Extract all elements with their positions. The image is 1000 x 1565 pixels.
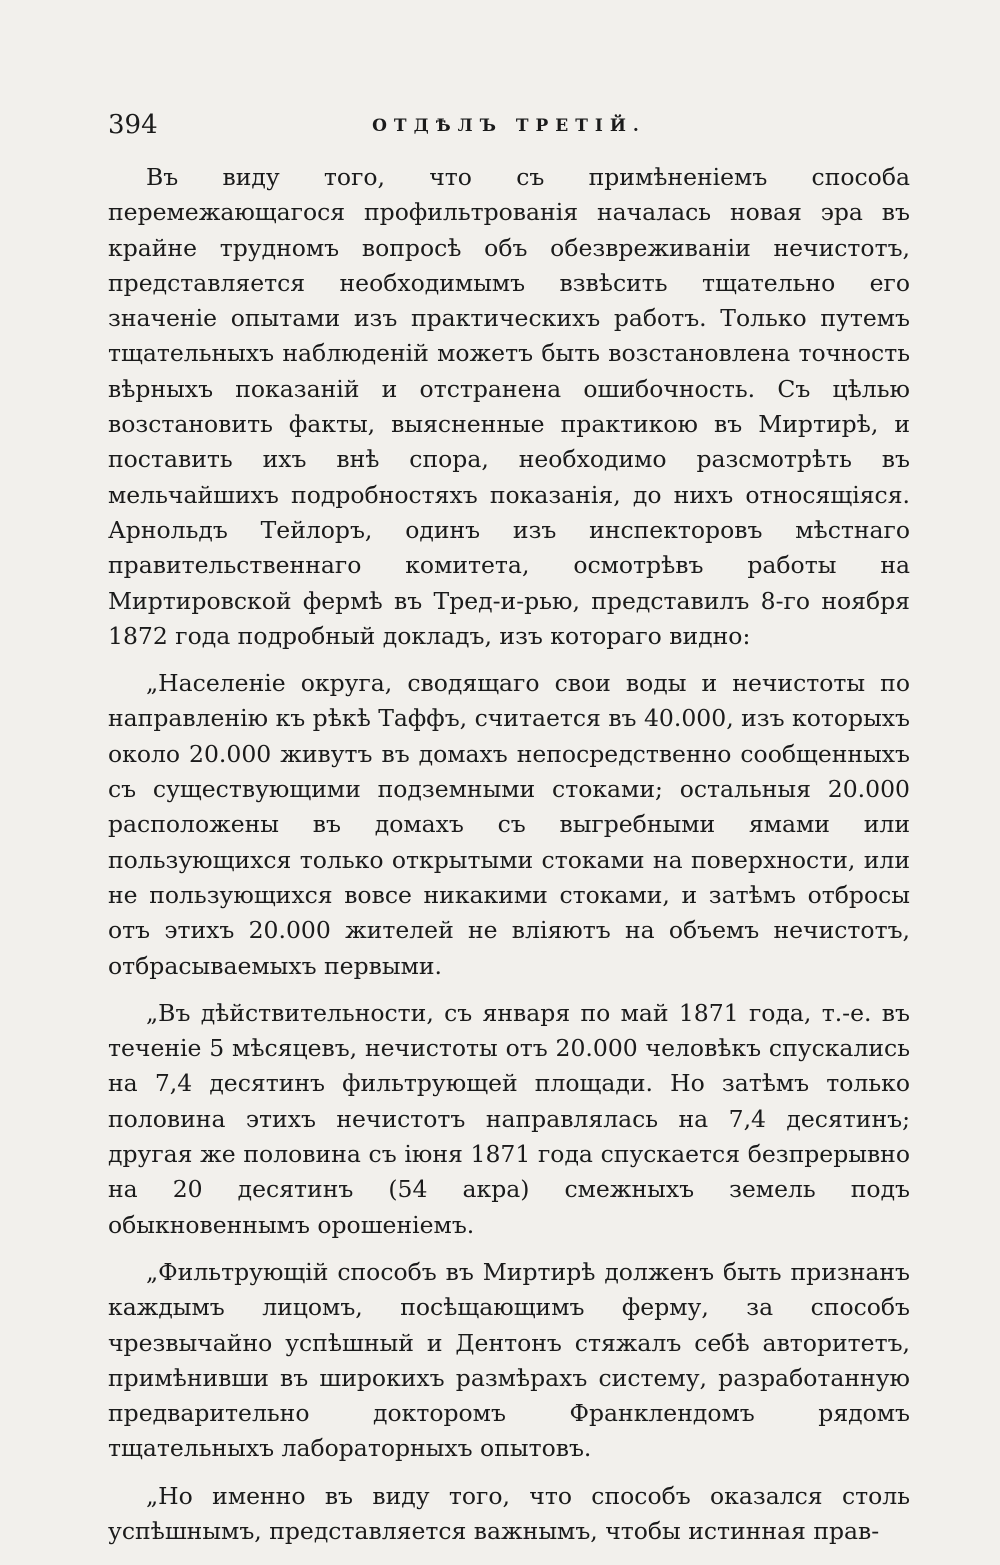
page-header xyxy=(108,110,910,146)
body-text xyxy=(108,160,910,1549)
paragraph-intro: Въ виду того, что съ примѣненіемъ способа перемежающагося профильтрованія началась новая эра въ крайне трудномъ вопросѣ объ обезвреживаніи нечистотъ, представляется необходимымъ взвѣсить тщательно его значеніе опытами изъ практическихъ работъ. Только путемъ тщательныхъ наблюденій можетъ быть возстановлена точность вѣрныхъ показаній и отстранена ошибочность. Съ цѣлью возстановить факты, выясненные практикою въ Миртирѣ, и поставить ихъ внѣ спора, необходимо разсмотрѣть въ мельчайшихъ подробностяхъ показанія, до нихъ относящіяся. Арнольдъ Тейлоръ, одинъ изъ инспекторовъ мѣстнаго правительственнаго комитета, осмотрѣвъ работы на Миртировской фермѣ въ Тред-и-рью, представилъ 8-го ноября 1872 года подробный докладъ, изъ котораго видно: xyxy=(108,163,910,650)
running-title: ОТДѢЛЪ ТРЕТІЙ. xyxy=(372,116,646,136)
quote-paragraph-success: „Но именно въ виду того, что способъ оказался столь успѣшнымъ, представляется важнымъ, чтобы истинная прав- xyxy=(108,1481,910,1545)
quote-paragraph-reality: „Въ дѣйствительности, съ января по май 1871 года, т.-е. въ теченіе 5 мѣсяцевъ, нечистоты отъ 20.000 человѣкъ спускались на 7,4 десятинъ фильтрующей площади. Но затѣмъ только половина этихъ нечистотъ направлялась на 7,4 десятинъ; другая же половина съ іюня 1871 года спускается безпрерывно на 20 десятинъ (54 акра) смежныхъ земель подъ обыкновеннымъ орошеніемъ. xyxy=(108,998,910,1239)
quote-paragraph-filtering-method: „Фильтрующій способъ въ Миртирѣ долженъ быть признанъ каждымъ лицомъ, посѣщающимъ ферму, за способъ чрезвычайно успѣшный и Дентонъ стяжалъ себѣ авторитетъ, примѣнивши въ широкихъ размѣрахъ систему, разработанную предварительно докторомъ Франклендомъ рядомъ тщательныхъ лабораторныхъ опытовъ. xyxy=(108,1257,910,1463)
quote-paragraph-population: „Населеніе округа, сводящаго свои воды и нечистоты по направленію къ рѣкѣ Таффъ, считается въ 40.000, изъ которыхъ около 20.000 живутъ въ домахъ непосредственно сообщенныхъ съ существующими подземными стоками; остальныя 20.000 расположены въ домахъ съ выгребными ямами или пользующихся только открытыми стоками на поверхности, или не пользующихся вовсе никакими стоками, и затѣмъ отбросы отъ этихъ 20.000 жителей не вліяютъ на объемъ нечистотъ, отбрасываемыхъ первыми. xyxy=(108,669,910,980)
page-number: 394 xyxy=(108,110,158,140)
